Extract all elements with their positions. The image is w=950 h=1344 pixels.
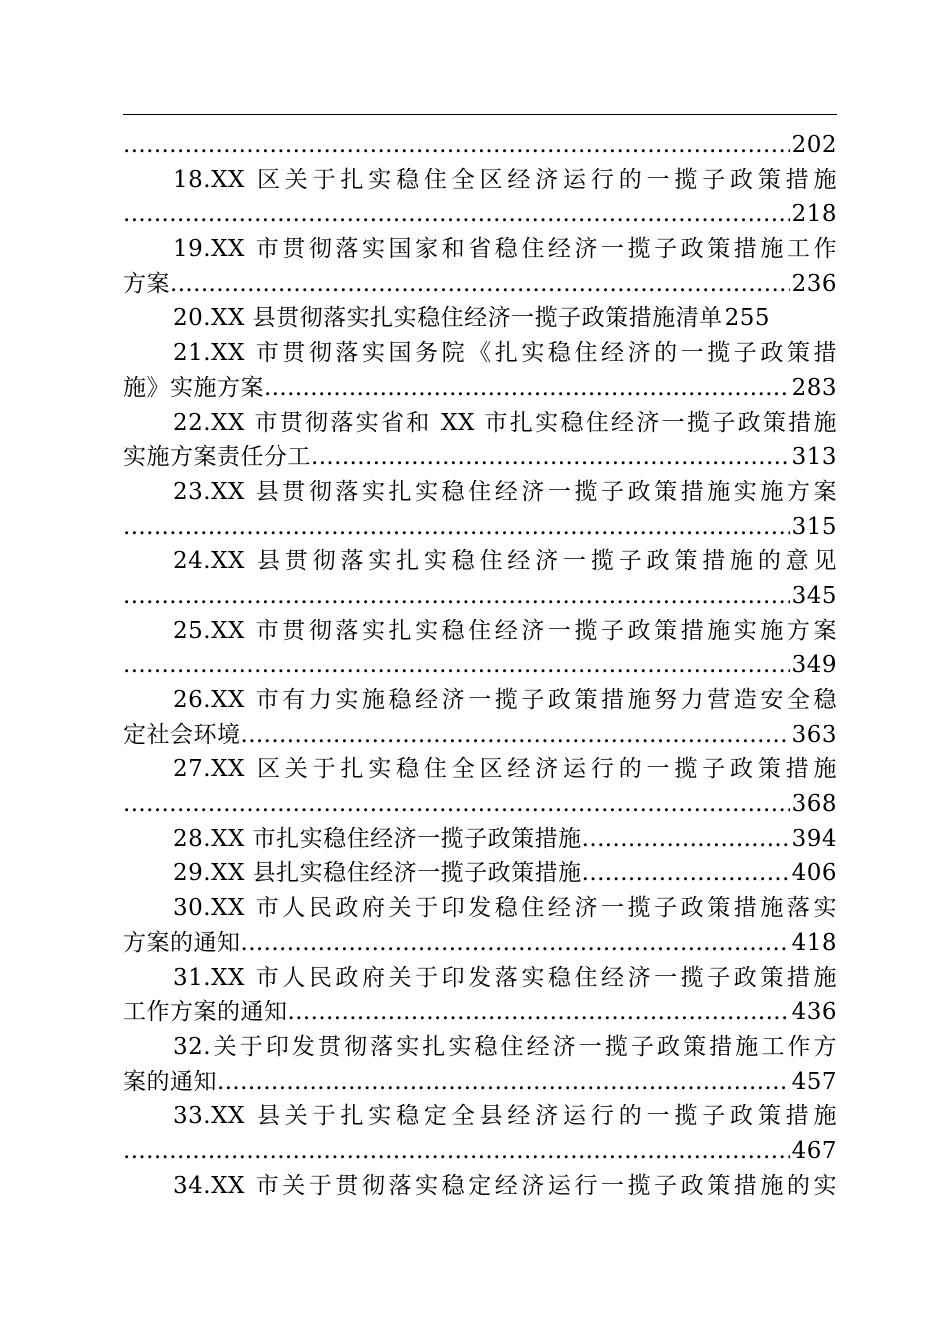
toc-line — [123, 371, 837, 406]
toc-page-number: 236 — [791, 270, 837, 297]
toc-dot-leader — [123, 128, 790, 163]
toc-line — [123, 579, 837, 614]
toc-entry-text: 施》实施方案 — [123, 374, 264, 401]
toc-page-number: 345 — [791, 582, 837, 609]
toc-entry-text: 34.XX 市关于贯彻落实稳定经济运行一揽子政策措施的实 — [173, 1172, 837, 1199]
toc-line — [123, 752, 837, 787]
toc-dot-leader — [123, 648, 790, 683]
toc-line — [123, 1169, 837, 1204]
toc-line — [123, 856, 837, 891]
toc-entry-text: 33.XX 县关于扎实稳定全县经济运行的一揽子政策措施 — [173, 1103, 837, 1130]
toc-entry-text: 28.XX 市扎实稳住经济一揽子政策措施 — [173, 825, 582, 852]
toc-page-number: 467 — [791, 1137, 837, 1164]
toc-entry-text: 27.XX 区关于扎实稳住全区经济运行的一揽子政策措施 — [173, 756, 837, 783]
toc-entry-text: 29.XX 县扎实稳住经济一揽子政策措施 — [173, 860, 582, 887]
toc-line — [123, 822, 837, 857]
toc-page-number: 349 — [791, 652, 837, 679]
toc-line — [123, 614, 837, 649]
toc-dot-leader — [217, 1065, 790, 1100]
toc-line — [123, 683, 837, 718]
toc-line — [123, 267, 837, 302]
toc-dot-leader — [582, 822, 790, 857]
toc-entry-text: 22.XX 市贯彻落实省和 XX 市扎实稳住经济一揽子政策措施 — [173, 409, 837, 436]
toc-page-number: 436 — [791, 999, 837, 1026]
toc-page-number: 313 — [791, 444, 837, 471]
toc-dot-leader — [582, 856, 790, 891]
toc-page-number: 363 — [791, 721, 837, 748]
toc-dot-leader — [123, 510, 790, 545]
toc-dot-leader — [288, 995, 790, 1030]
toc-line — [123, 163, 837, 198]
toc-line — [123, 1030, 837, 1065]
toc-line — [123, 995, 837, 1030]
toc-line — [123, 475, 837, 510]
toc-line — [123, 891, 837, 926]
toc-entry-text: 23.XX 县贯彻落实扎实稳住经济一揽子政策措施实施方案 — [173, 478, 837, 505]
toc-dot-leader — [123, 579, 790, 614]
toc-entry-text: 18.XX 区关于扎实稳住全区经济运行的一揽子政策措施 — [173, 166, 837, 193]
toc-page-number: 418 — [791, 929, 837, 956]
toc-entry-text: 定社会环境 — [123, 721, 241, 748]
toc-line — [123, 336, 837, 371]
toc-entry-text: 32.关于印发贯彻落实扎实稳住经济一揽子政策措施工作方 — [173, 1033, 837, 1060]
toc-entry-text: 方案 — [123, 270, 170, 297]
toc-page-number: 457 — [791, 1068, 837, 1095]
toc-entry-text: 案的通知 — [123, 1068, 217, 1095]
toc-entry-text: 实施方案责任分工 — [123, 444, 311, 471]
toc-page-number: 218 — [791, 201, 837, 228]
toc-dot-leader — [241, 718, 790, 753]
toc-line — [123, 1099, 837, 1134]
toc-dot-leader — [123, 197, 790, 232]
toc-line — [123, 406, 837, 441]
toc-entry-text: 25.XX 市贯彻落实扎实稳住经济一揽子政策措施实施方案 — [173, 617, 837, 644]
toc-dot-leader — [123, 787, 790, 822]
toc-line — [123, 787, 837, 822]
toc-line — [123, 544, 837, 579]
toc-line — [123, 1134, 837, 1169]
toc-line — [123, 301, 837, 336]
toc-line — [123, 926, 837, 961]
toc-dot-leader — [123, 1134, 790, 1169]
toc-page-number: 394 — [791, 825, 837, 852]
toc-line — [123, 440, 837, 475]
toc-dot-leader — [170, 267, 790, 302]
toc-page-number: 255 — [724, 305, 771, 332]
toc-page-number: 202 — [791, 132, 837, 158]
toc-entry-text: 31.XX 市人民政府关于印发落实稳住经济一揽子政策措施 — [173, 964, 837, 991]
toc-entry-text: 19.XX 市贯彻落实国家和省稳住经济一揽子政策措施工作 — [173, 236, 837, 263]
toc-line — [123, 1065, 837, 1100]
toc-entry-text: 方案的通知 — [123, 929, 241, 956]
toc-entry-text: 30.XX 市人民政府关于印发稳住经济一揽子政策措施落实 — [173, 895, 837, 922]
toc-dot-leader — [264, 371, 790, 406]
table-of-contents — [123, 128, 837, 1203]
toc-line — [123, 648, 837, 683]
toc-page-number: 406 — [791, 860, 837, 887]
toc-line — [123, 128, 837, 163]
toc-entry-text: 26.XX 市有力实施稳经济一揽子政策措施努力营造安全稳 — [173, 687, 837, 713]
toc-entry-text: 21.XX 市贯彻落实国务院《扎实稳住经济的一揽子政策措 — [173, 340, 837, 367]
toc-line — [123, 718, 837, 753]
toc-line — [123, 961, 837, 996]
toc-entry-text: 24.XX 县贯彻落实扎实稳住经济一揽子政策措施的意见 — [173, 548, 837, 575]
header-rule — [123, 114, 837, 115]
toc-entry-text: 工作方案的通知 — [123, 999, 288, 1026]
toc-dot-leader — [241, 926, 790, 961]
toc-line — [123, 197, 837, 232]
toc-page-number: 315 — [791, 513, 837, 540]
toc-dot-leader — [311, 440, 790, 475]
toc-page-number: 283 — [791, 374, 837, 401]
toc-entry-text: 20.XX 县贯彻落实扎实稳住经济一揽子政策措施清单 — [173, 305, 723, 332]
toc-line — [123, 510, 837, 545]
toc-page-number: 368 — [791, 791, 837, 818]
toc-line — [123, 232, 837, 267]
